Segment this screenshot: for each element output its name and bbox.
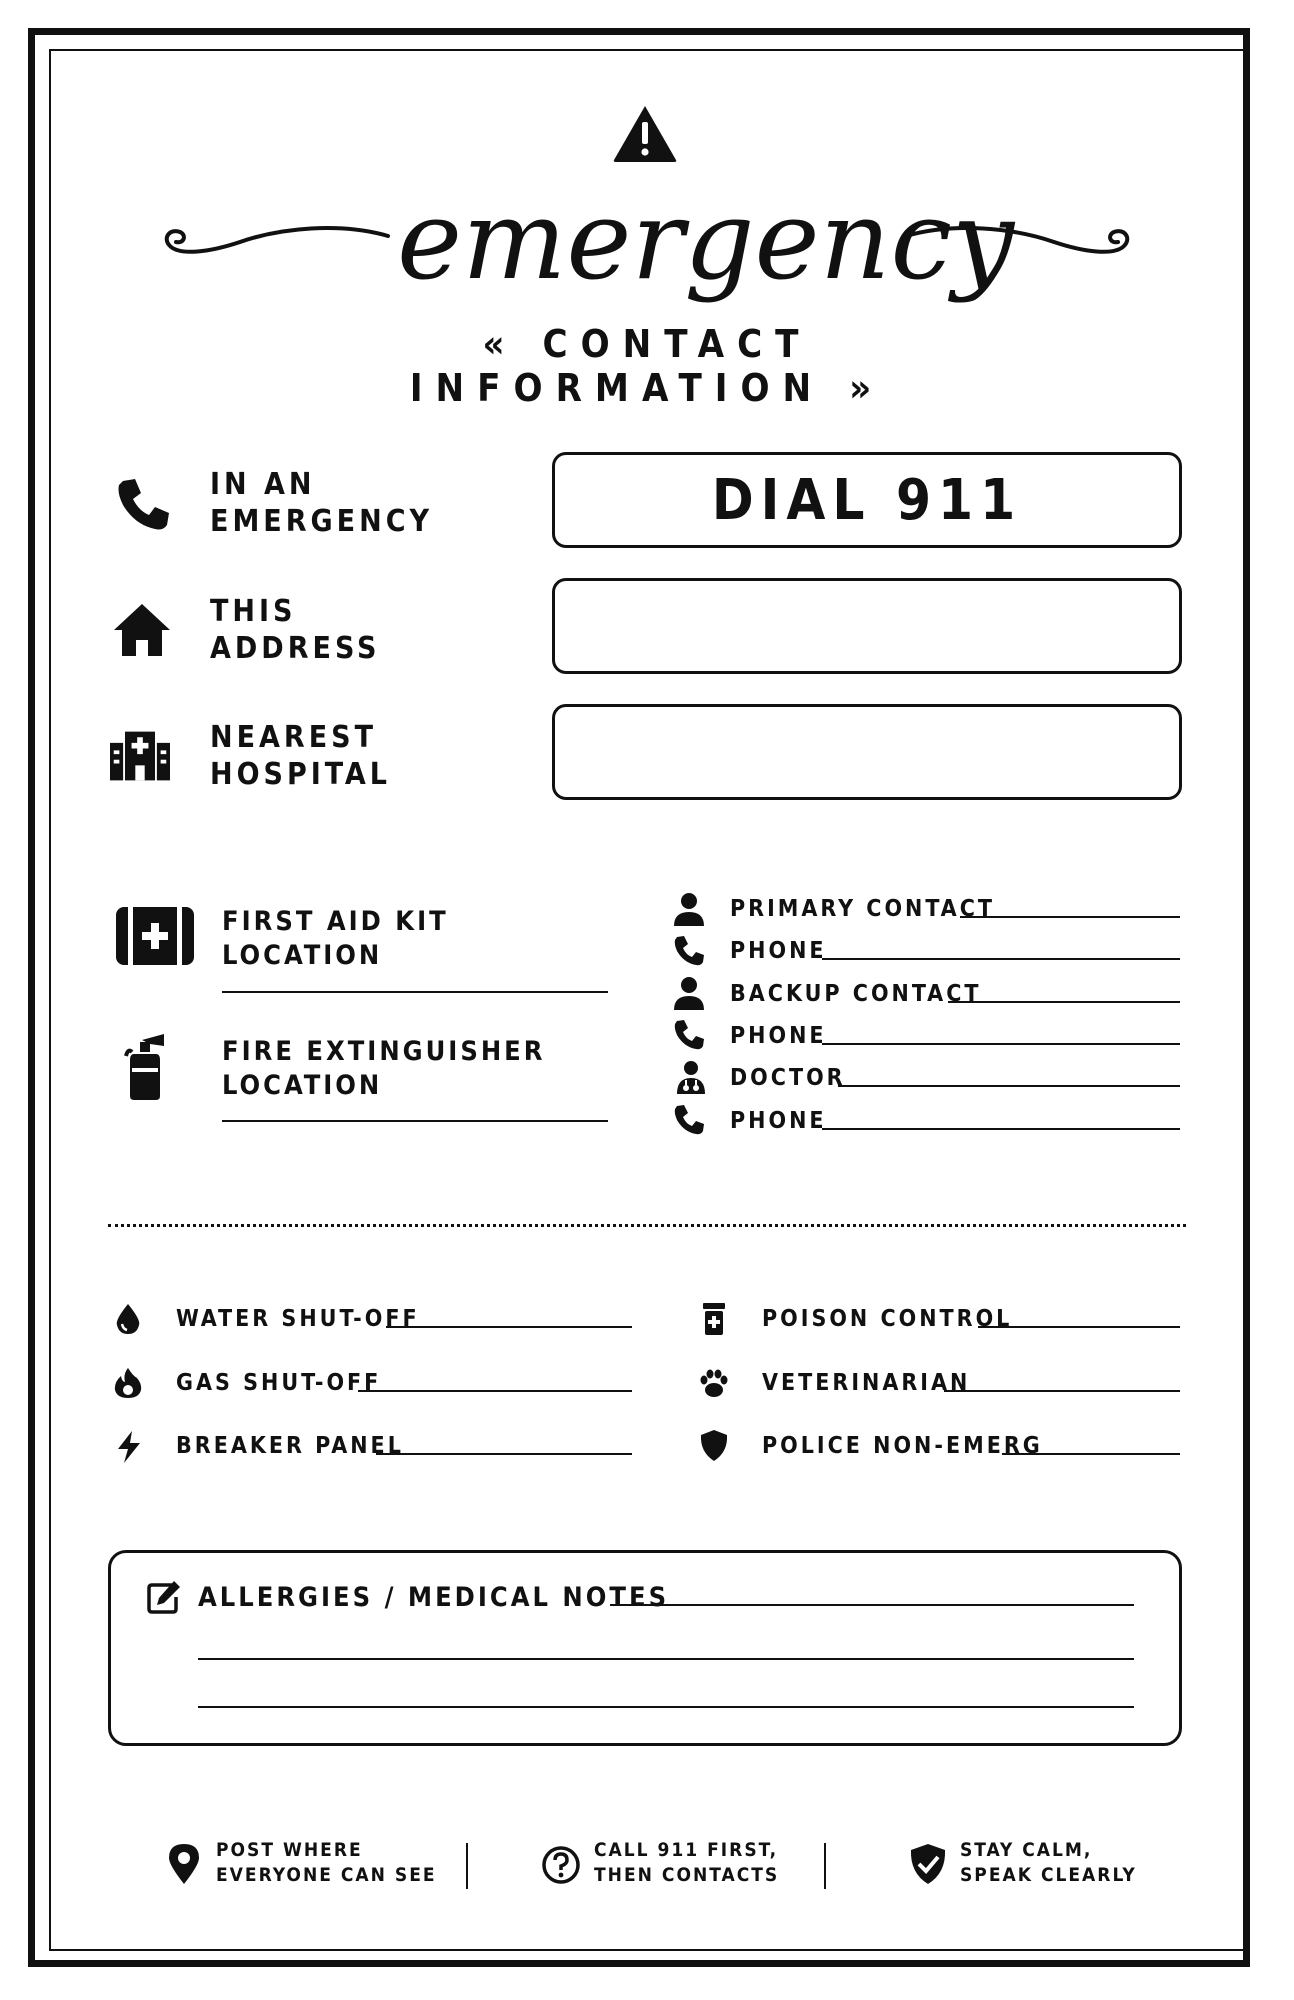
- page-subtitle: [310, 322, 984, 410]
- warning-triangle-icon: [612, 104, 678, 164]
- police-line[interactable]: [1002, 1453, 1180, 1455]
- phone-icon: [672, 934, 706, 968]
- utility-label-breaker: BREAKER PANEL: [176, 1433, 404, 1459]
- first-aid-kit-line[interactable]: [222, 991, 608, 993]
- page-title: emergency: [397, 176, 1015, 304]
- footer-note-3: STAY CALM, SPEAK CLEARLY: [960, 1839, 1137, 1886]
- notes-line-1[interactable]: [610, 1604, 1134, 1606]
- flame-icon: [111, 1366, 145, 1400]
- phone-icon: [672, 1103, 706, 1137]
- backup-phone-line[interactable]: [822, 1043, 1180, 1045]
- person-icon: [672, 976, 706, 1010]
- person-icon: [672, 892, 706, 926]
- fire-extinguisher-line[interactable]: [222, 1120, 608, 1122]
- medical-notes-box: [108, 1550, 1182, 1746]
- poison-line[interactable]: [978, 1326, 1180, 1328]
- left-swash-ornament: [160, 218, 390, 278]
- footer-divider-1: [466, 1843, 468, 1889]
- breaker-line[interactable]: [376, 1453, 632, 1455]
- utility-label-poison: POISON CONTROL: [762, 1306, 1013, 1332]
- contact-label-backup: BACKUP CONTACT: [730, 981, 982, 1007]
- subtitle-right-mark: »: [849, 366, 885, 410]
- key-row-label-3: NEAREST HOSPITAL: [210, 720, 391, 792]
- primary-contact-line[interactable]: [960, 916, 1180, 918]
- question-circle-icon: [541, 1845, 581, 1885]
- contact-label-primary: PRIMARY CONTACT: [730, 896, 995, 922]
- doctor-icon: [674, 1060, 708, 1094]
- water-drop-icon: [111, 1302, 145, 1336]
- shield-icon: [697, 1428, 731, 1462]
- subtitle-text: CONTACT INFORMATION: [409, 322, 825, 410]
- medical-notes-label: ALLERGIES / MEDICAL NOTES: [198, 1582, 670, 1613]
- address-field[interactable]: [552, 578, 1182, 674]
- footer-note-2: CALL 911 FIRST, THEN CONTACTS: [594, 1839, 780, 1886]
- contact-label-doctor: DOCTOR: [730, 1065, 846, 1091]
- edit-icon: [146, 1579, 182, 1615]
- hospital-icon: [110, 726, 170, 786]
- lightning-bolt-icon: [112, 1430, 146, 1464]
- emergency-number-box: [552, 452, 1182, 548]
- primary-phone-line[interactable]: [822, 958, 1180, 960]
- subtitle-left-mark: «: [482, 322, 518, 366]
- first-aid-kit-icon: [116, 905, 194, 967]
- key-row-label-1: IN AN EMERGENCY: [210, 467, 434, 539]
- gas-line[interactable]: [358, 1390, 632, 1392]
- fire-extinguisher-label: FIRE EXTINGUISHER LOCATION: [222, 1036, 546, 1101]
- phone-icon: [672, 1018, 706, 1052]
- shield-check-icon: [908, 1843, 948, 1885]
- water-line[interactable]: [386, 1326, 632, 1328]
- utility-label-water: WATER SHUT-OFF: [176, 1306, 420, 1332]
- hospital-field[interactable]: [552, 704, 1182, 800]
- contact-label-phone-1: PHONE: [730, 938, 827, 964]
- utility-label-vet: VETERINARIAN: [762, 1370, 971, 1396]
- map-pin-icon: [167, 1843, 201, 1885]
- pill-bottle-icon: [697, 1302, 731, 1336]
- notes-line-2[interactable]: [198, 1658, 1134, 1660]
- phone-icon: [113, 475, 173, 535]
- fire-extinguisher-icon: [120, 1030, 192, 1102]
- doctor-line[interactable]: [838, 1085, 1180, 1087]
- backup-contact-line[interactable]: [948, 1001, 1180, 1003]
- footer-divider-2: [824, 1843, 826, 1889]
- notes-line-3[interactable]: [198, 1706, 1134, 1708]
- contact-label-phone-2: PHONE: [730, 1023, 827, 1049]
- contact-label-phone-3: PHONE: [730, 1108, 827, 1134]
- first-aid-kit-label: FIRST AID KIT LOCATION: [222, 906, 449, 971]
- footer-note-1: POST WHERE EVERYONE CAN SEE: [216, 1839, 437, 1886]
- doctor-phone-line[interactable]: [822, 1128, 1180, 1130]
- utility-label-police: POLICE NON-EMERG: [762, 1433, 1043, 1459]
- home-icon: [112, 600, 172, 660]
- key-row-label-2: THIS ADDRESS: [210, 594, 381, 666]
- utility-label-gas: GAS SHUT-OFF: [176, 1370, 382, 1396]
- emergency-number: DIAL 911: [711, 467, 1023, 533]
- paw-icon: [697, 1366, 731, 1400]
- dotted-divider: [108, 1224, 1186, 1227]
- vet-line[interactable]: [944, 1390, 1180, 1392]
